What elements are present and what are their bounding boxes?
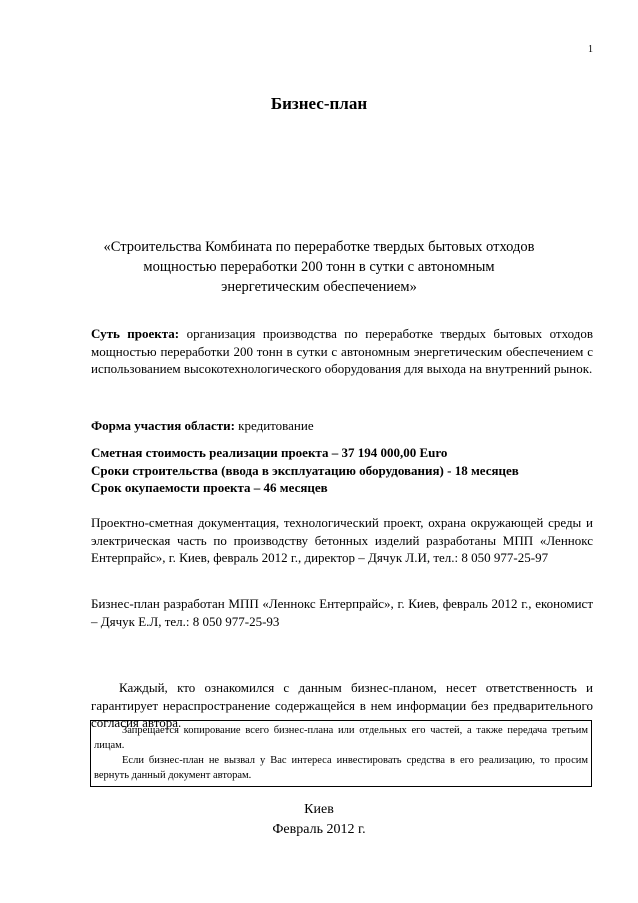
participation-text: кредитование bbox=[234, 418, 314, 433]
city-label: Киев bbox=[304, 802, 334, 817]
payback-period-line: Срок окупаемости проекта – 46 месяцев bbox=[91, 480, 328, 495]
responsibility-paragraph: Каждый, кто ознакомился с данным бизнес-планом, несет ответственность и гарантирует нераспространение содержащейся в нем информации без предварительного согласия автора. bbox=[91, 680, 593, 730]
project-essence-paragraph bbox=[91, 325, 593, 378]
cost-summary-block bbox=[91, 444, 593, 497]
participation-paragraph bbox=[91, 417, 593, 435]
project-subtitle: «Строительства Комбината по переработке твердых бытовых отходов мощностью переработки 200 тонн в сутки с автономным энергетическим обеспечением» bbox=[103, 239, 535, 295]
participation-label: Форма участия области: bbox=[91, 418, 235, 433]
developer-paragraph: Бизнес-план разработан МПП «Леннокс Ентерпрайс», г. Киев, февраль 2012 г., економист – Дячук Е.Л, тел.: 8 050 977-25-93 bbox=[91, 596, 593, 629]
project-essence-text: организация производства по переработке твердых бытовых отходов мощностью переработки 200 тонн в сутки с автономным энергетическим обеспечением с использованием высокотехнологического оборудования для выхода на внутренний рынок. bbox=[91, 326, 593, 376]
project-essence-label: Суть проекта: bbox=[91, 326, 180, 341]
estimated-cost-line: Сметная стоимость реализации проекта – 37 194 000,00 Euro bbox=[91, 445, 448, 460]
date-label: Февраль 2012 г. bbox=[272, 822, 366, 837]
document-title: Бизнес-план bbox=[270, 94, 368, 113]
notice-box bbox=[90, 720, 592, 787]
page-number: 1 bbox=[588, 44, 593, 55]
return-request-text: Если бизнес-план не вызвал у Вас интереса инвестировать средства в его реализацию, то просим вернуть данный документ авторам. bbox=[94, 755, 588, 781]
documentation-paragraph: Проектно-сметная документация, технологический проект, охрана окружающей среды и электрическая часть по производству бетонных изделий разработаны МПП «Леннокс Ентерпрайс», г. Киев, февраль 2012 г., директор – Дячук Л.И, тел.: 8 050 977-25-97 bbox=[91, 515, 593, 565]
construction-period-line: Сроки строительства (ввода в эксплуатацию оборудования) - 18 месяцев bbox=[91, 462, 519, 478]
copy-prohibition-text: Запрещается копирование всего бизнес-плана или отдельных его частей, а также передача третьим лицам. bbox=[94, 725, 588, 751]
